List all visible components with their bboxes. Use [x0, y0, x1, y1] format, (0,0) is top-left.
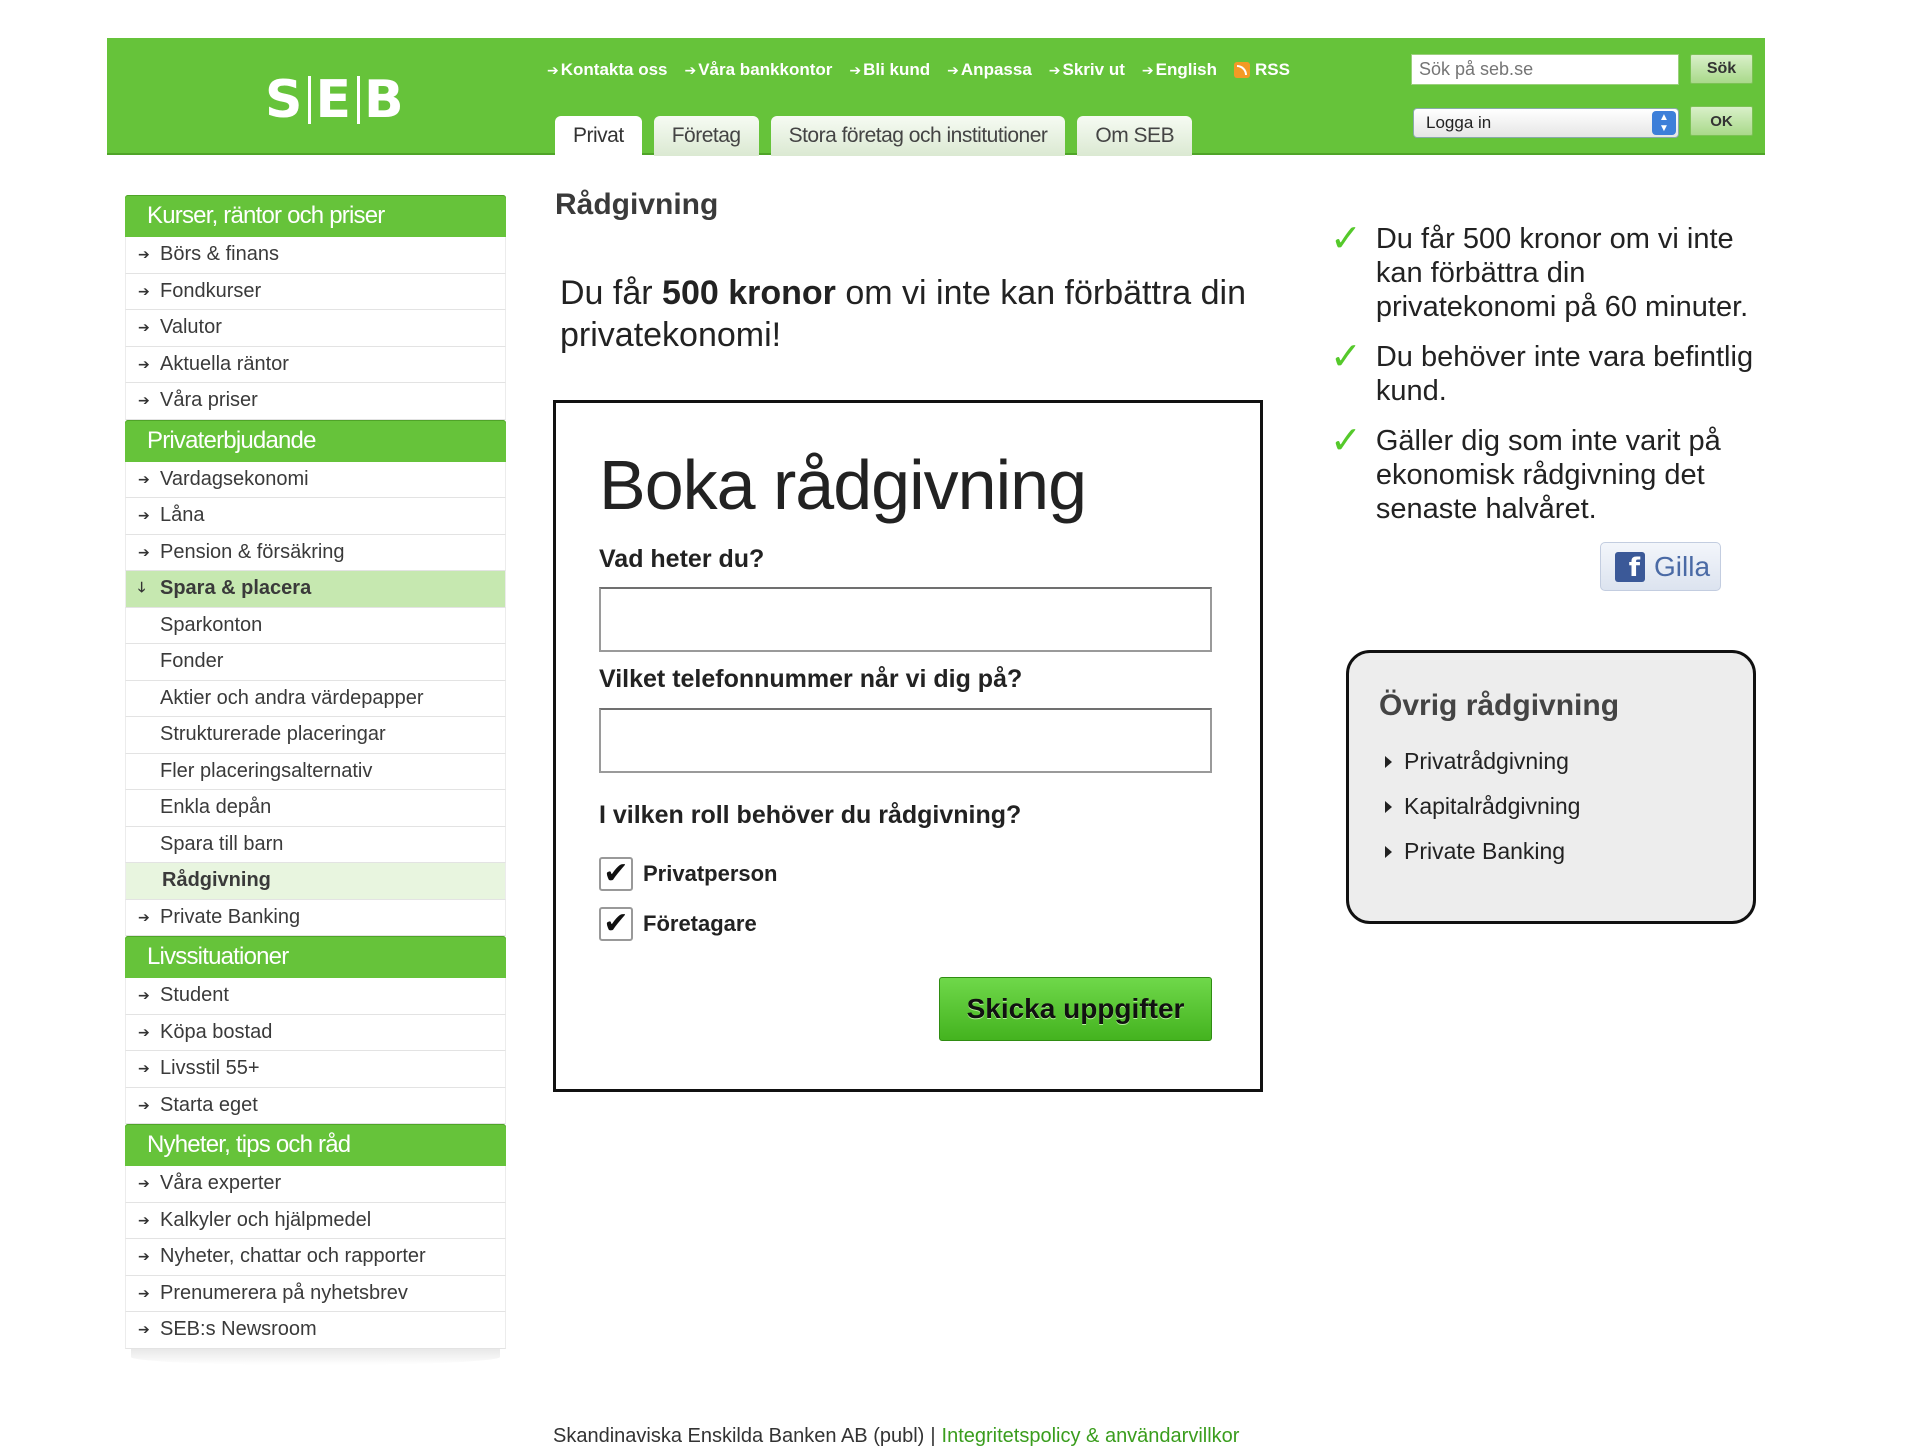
tab-om-seb[interactable]: Om SEB	[1077, 116, 1192, 156]
intro-text	[560, 272, 1260, 356]
sidebar-subitem[interactable]	[125, 717, 506, 754]
sidebar-subitem[interactable]	[125, 754, 506, 791]
other-link-label: Private Banking	[1404, 838, 1566, 864]
triangle-right-icon	[1385, 756, 1392, 768]
login-select[interactable]	[1413, 108, 1679, 138]
arrow-icon: ➔	[547, 61, 559, 78]
rss-label: RSS	[1255, 60, 1290, 79]
other-advice-title: Övrig rådgivning	[1379, 689, 1620, 722]
arrow-icon: ➔	[138, 1060, 150, 1077]
search-button[interactable]: Sök	[1690, 54, 1753, 84]
sidebar-item[interactable]	[125, 310, 506, 347]
sidebar-item-label: Sparkonton	[160, 613, 263, 636]
sidebar-item-label: Fonder	[160, 650, 224, 673]
sidebar-heading[interactable]: Livssituationer	[125, 936, 506, 978]
tab-foretag[interactable]: Företag	[654, 116, 759, 156]
logo-text	[265, 70, 406, 130]
sidebar-item-label: Spara till barn	[160, 832, 284, 855]
sidebar-subitem[interactable]	[125, 827, 506, 864]
footer-separator: |	[930, 1425, 936, 1447]
benefit-item	[1330, 336, 1770, 408]
other-advice-box	[1346, 650, 1756, 924]
sidebar-item[interactable]	[125, 1051, 506, 1088]
name-label: Vad heter du?	[599, 545, 765, 573]
arrow-icon: ➔	[138, 1023, 150, 1040]
logo-separator	[357, 76, 360, 124]
sidebar-item-label: Valutor	[160, 316, 222, 339]
sidebar-item-label: Aktier och andra värdepapper	[160, 686, 424, 709]
arrow-icon: ➔	[684, 61, 697, 78]
search-input[interactable]	[1411, 54, 1679, 85]
arrow-icon: ➔	[138, 908, 150, 925]
facebook-icon: f	[1615, 552, 1645, 582]
sidebar-item[interactable]	[125, 1166, 506, 1203]
site-header	[107, 38, 1765, 155]
page-title: Rådgivning	[555, 188, 719, 221]
phone-input[interactable]	[599, 708, 1212, 773]
check-icon: ✔	[603, 857, 629, 890]
arrow-icon: ➔	[138, 1211, 150, 1228]
sidebar-item-label: Vardagsekonomi	[160, 467, 309, 490]
sidebar-heading[interactable]: Nyheter, tips och råd	[125, 1124, 506, 1166]
other-link-label: Kapitalrådgivning	[1404, 793, 1581, 819]
benefit-text: Du får 500 kronor om vi inte kan förbättra din privatekonomi på 60 minuter.	[1375, 223, 1749, 323]
facebook-like-button[interactable]	[1600, 542, 1721, 591]
other-link-label: Privatrådgivning	[1404, 748, 1569, 774]
sidebar-item-label: Rådgivning	[162, 869, 271, 892]
benefit-text: Du behöver inte vara befintlig kund.	[1375, 341, 1754, 407]
sidebar-item[interactable]	[125, 1239, 506, 1276]
sidebar-item-label: Fler placeringsalternativ	[160, 759, 373, 782]
login-select-value: Logga in	[1426, 113, 1492, 132]
top-link-english[interactable]	[1142, 60, 1217, 80]
logo-separator	[308, 76, 311, 124]
sidebar-subitem[interactable]	[125, 608, 506, 645]
main-tabs	[555, 116, 1192, 156]
arrow-icon: ➔	[138, 1248, 150, 1265]
sidebar-item[interactable]	[125, 274, 506, 311]
sidebar-item-label: Pension & försäkring	[160, 540, 345, 563]
arrow-icon: ➔	[138, 987, 150, 1004]
submit-button[interactable]: Skicka uppgifter	[939, 977, 1212, 1041]
sidebar-item[interactable]	[125, 383, 506, 420]
arrow-icon: ➔	[947, 61, 959, 78]
sidebar-item[interactable]	[125, 900, 506, 937]
sidebar-shadow	[131, 1349, 500, 1365]
sidebar-item-label: Våra priser	[160, 389, 258, 412]
other-link-kapitalradgivning[interactable]	[1385, 793, 1580, 820]
sidebar-item-label: Köpa bostad	[160, 1020, 273, 1043]
benefit-item	[1330, 218, 1770, 324]
arrow-icon: ➔	[138, 470, 150, 487]
arrow-icon: ➔	[138, 1284, 150, 1301]
seb-logo[interactable]	[265, 70, 406, 130]
checkmark-icon: ✓	[1330, 420, 1362, 462]
sidebar-item-label: Aktuella räntor	[160, 352, 289, 375]
rss-icon	[1234, 62, 1250, 78]
sidebar-item-label: Fondkurser	[160, 279, 262, 302]
benefit-item	[1330, 420, 1770, 526]
checkbox-label: Företagare	[643, 911, 757, 936]
option-foretagare[interactable]	[599, 907, 757, 941]
top-link-become-customer[interactable]	[849, 60, 930, 80]
select-arrows-icon: ▲ ▼	[1652, 111, 1676, 135]
sidebar-item-label: Student	[160, 984, 229, 1007]
sidebar-item-label: Prenumerera på nyhetsbrev	[160, 1281, 408, 1304]
arrow-icon: ➔	[138, 1321, 150, 1338]
arrow-down-icon: 🡓	[138, 578, 146, 595]
sidebar-item[interactable]	[125, 1203, 506, 1240]
logo-letter: E	[315, 70, 353, 130]
sidebar-item-label: Våra experter	[160, 1172, 282, 1195]
phone-label: Vilket telefonnummer når vi dig på?	[599, 665, 1023, 693]
sidebar-item[interactable]	[125, 535, 506, 572]
sidebar-item-label: Strukturerade placeringar	[160, 723, 386, 746]
sidebar-nav	[125, 195, 506, 1365]
sidebar-subitem-current[interactable]	[125, 863, 506, 900]
form-title: Boka rådgivning	[599, 446, 1086, 524]
arrow-icon: ➔	[138, 1175, 150, 1192]
sidebar-heading[interactable]: Privaterbjudande	[125, 420, 506, 462]
sidebar-item[interactable]	[125, 1276, 506, 1313]
checkmark-icon: ✓	[1330, 336, 1362, 378]
logo-letter: S	[265, 70, 305, 130]
sidebar-item-label: Börs & finans	[160, 243, 279, 266]
arrow-icon: ➔	[138, 392, 150, 409]
sidebar-item-label: Private Banking	[160, 905, 301, 928]
arrow-icon: ➔	[1048, 61, 1061, 78]
sidebar-subitem[interactable]	[125, 790, 506, 827]
top-link-rss[interactable]	[1234, 60, 1290, 80]
arrow-icon: ➔	[138, 282, 150, 299]
role-label: I vilken roll behöver du rådgivning?	[599, 801, 1022, 829]
sidebar-item[interactable]	[125, 237, 506, 274]
top-link-label: Kontakta oss	[560, 60, 668, 79]
top-link-label: English	[1155, 60, 1218, 79]
sidebar-item-label: Kalkyler och hjälpmedel	[160, 1208, 372, 1231]
footer	[553, 1425, 1239, 1448]
top-link-contact[interactable]	[547, 60, 667, 80]
triangle-right-icon	[1385, 801, 1392, 813]
checkbox-privatperson[interactable]	[599, 857, 633, 891]
arrow-icon: ➔	[138, 246, 150, 263]
top-link-print[interactable]	[1049, 60, 1125, 80]
sidebar-item-label: SEB:s Newsroom	[160, 1318, 317, 1341]
like-label: Gilla	[1654, 550, 1711, 582]
checkbox-foretagare[interactable]	[599, 907, 633, 941]
sidebar-item-label: Starta eget	[160, 1093, 258, 1116]
name-input[interactable]	[599, 587, 1212, 652]
footer-company: Skandinaviska Enskilda Banken AB (publ)	[553, 1425, 925, 1447]
tab-privat[interactable]: Privat	[555, 116, 642, 156]
top-link-customize[interactable]	[947, 60, 1032, 80]
check-icon: ✔	[603, 907, 629, 940]
top-link-label: Anpassa	[960, 60, 1032, 79]
checkmark-icon: ✓	[1330, 218, 1362, 260]
tab-stora-foretag[interactable]: Stora företag och institutioner	[771, 116, 1066, 156]
sidebar-item-selected[interactable]	[125, 571, 506, 608]
sidebar-item[interactable]	[125, 1312, 506, 1349]
intro-post: om vi inte kan förbättra din privatekonomi!	[560, 274, 1246, 354]
arrow-icon: ➔	[138, 319, 150, 336]
sidebar-item[interactable]	[125, 1088, 506, 1125]
sidebar-subitem[interactable]	[125, 681, 506, 718]
sidebar-item[interactable]	[125, 978, 506, 1015]
other-link-private-banking[interactable]	[1385, 838, 1565, 865]
intro-pre: Du får	[560, 274, 663, 312]
ok-button[interactable]: OK	[1690, 106, 1753, 136]
sidebar-item-label: Spara & placera	[160, 577, 312, 600]
top-link-branches[interactable]	[684, 60, 832, 80]
arrow-icon: ➔	[1141, 61, 1154, 78]
top-link-label: Bli kund	[863, 60, 931, 79]
top-links	[547, 58, 1290, 82]
logo-letter: B	[363, 70, 406, 130]
other-link-privatradgivning[interactable]	[1385, 748, 1569, 775]
arrow-icon: ➔	[138, 355, 150, 372]
top-link-label: Våra bankkontor	[698, 60, 833, 79]
arrow-icon: ➔	[138, 507, 150, 524]
sidebar-item-label: Enkla depån	[160, 796, 272, 819]
sidebar-item[interactable]	[125, 462, 506, 499]
arrow-icon: ➔	[849, 61, 862, 78]
arrow-icon: ➔	[138, 1096, 150, 1113]
checkbox-label: Privatperson	[643, 861, 778, 886]
footer-privacy-link[interactable]: Integritetspolicy & användarvillkor	[941, 1425, 1240, 1447]
sidebar-item[interactable]	[125, 498, 506, 535]
sidebar-subitem[interactable]	[125, 644, 506, 681]
sidebar-item-label: Nyheter, chattar och rapporter	[160, 1245, 426, 1268]
triangle-right-icon	[1385, 846, 1392, 858]
top-link-label: Skriv ut	[1062, 60, 1125, 79]
arrow-icon: ➔	[138, 543, 150, 560]
sidebar-item[interactable]	[125, 1015, 506, 1052]
booking-form	[553, 400, 1263, 1092]
benefit-text: Gäller dig som inte varit på ekonomisk rådgivning det senaste halvåret.	[1375, 425, 1721, 525]
option-privatperson[interactable]	[599, 857, 778, 891]
intro-bold: 500 kronor	[662, 274, 836, 312]
sidebar-item-label: Livsstil 55+	[160, 1057, 260, 1080]
sidebar-item[interactable]	[125, 347, 506, 384]
sidebar-item-label: Låna	[160, 504, 205, 527]
sidebar-heading[interactable]: Kurser, räntor och priser	[125, 195, 506, 237]
